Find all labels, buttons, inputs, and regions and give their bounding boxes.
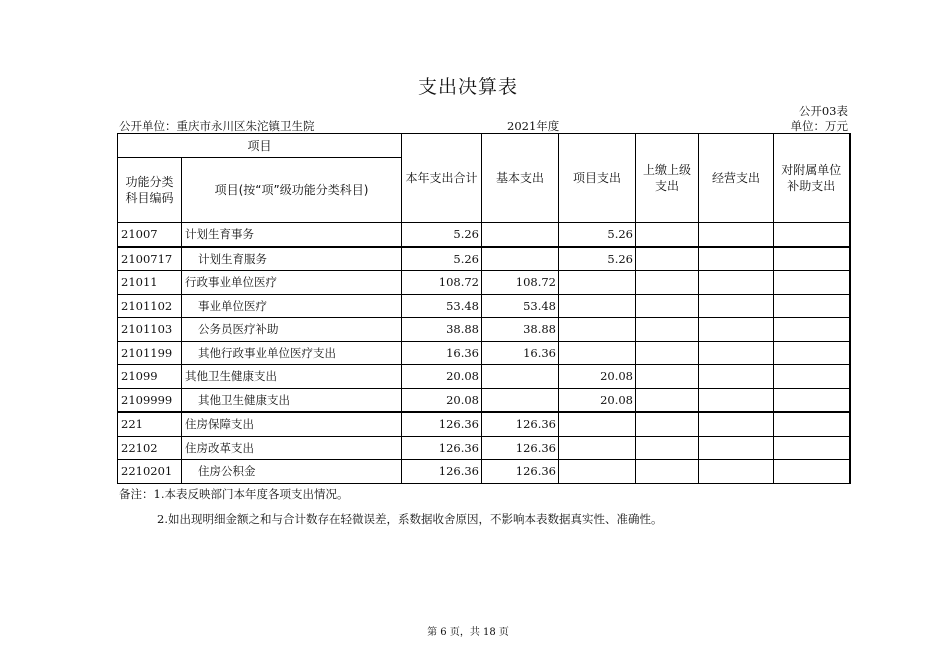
cell-total: 126.36 [402, 460, 482, 484]
cell-name: 计划生育事务 [182, 223, 402, 247]
header-name: 项目(按“项”级功能分类科目) [182, 158, 402, 223]
cell-code: 2101199 [118, 341, 182, 365]
cell-project [559, 271, 636, 295]
cell-name: 住房公积金 [182, 460, 402, 484]
cell-subsidy [774, 341, 850, 365]
cell-subsidy [774, 223, 850, 247]
cell-total: 126.36 [402, 436, 482, 460]
cell-project: 5.26 [559, 247, 636, 271]
cell-business [699, 341, 774, 365]
cell-project [559, 294, 636, 318]
table-row [118, 388, 850, 412]
table-row [118, 223, 850, 247]
table-row [118, 318, 850, 342]
table-row [118, 460, 850, 484]
cell-business [699, 388, 774, 412]
cell-project [559, 460, 636, 484]
cell-name: 公务员医疗补助 [182, 318, 402, 342]
cell-code: 2210201 [118, 460, 182, 484]
cell-name: 计划生育服务 [182, 247, 402, 271]
cell-subsidy [774, 436, 850, 460]
fiscal-year: 2021年度 [507, 119, 560, 133]
cell-business [699, 365, 774, 389]
cell-business [699, 247, 774, 271]
publishing-unit: 公开单位：重庆市永川区朱沱镇卫生院 [119, 119, 315, 133]
cell-basic [482, 223, 559, 247]
cell-basic [482, 365, 559, 389]
header-total: 本年支出合计 [402, 134, 482, 223]
cell-project [559, 341, 636, 365]
header-basic: 基本支出 [482, 134, 559, 223]
cell-business [699, 223, 774, 247]
table-row [118, 271, 850, 295]
cell-name: 事业单位医疗 [182, 294, 402, 318]
cell-subsidy [774, 271, 850, 295]
cell-project: 5.26 [559, 223, 636, 247]
cell-total: 16.36 [402, 341, 482, 365]
cell-upper [636, 460, 699, 484]
cell-project [559, 412, 636, 436]
cell-upper [636, 388, 699, 412]
cell-basic: 38.88 [482, 318, 559, 342]
cell-upper [636, 341, 699, 365]
cell-total: 53.48 [402, 294, 482, 318]
cell-business [699, 271, 774, 295]
cell-upper [636, 318, 699, 342]
cell-name: 住房改革支出 [182, 436, 402, 460]
cell-upper [636, 294, 699, 318]
cell-upper [636, 223, 699, 247]
header-subsidy: 对附属单位补助支出 [774, 134, 850, 223]
cell-total: 108.72 [402, 271, 482, 295]
cell-upper [636, 412, 699, 436]
note-1: 备注：1.本表反映部门本年度各项支出情况。 [119, 487, 349, 501]
cell-subsidy [774, 318, 850, 342]
cell-code: 21011 [118, 271, 182, 295]
cell-project: 20.08 [559, 365, 636, 389]
cell-subsidy [774, 388, 850, 412]
cell-business [699, 318, 774, 342]
cell-name: 其他行政事业单位医疗支出 [182, 341, 402, 365]
cell-basic: 126.36 [482, 412, 559, 436]
cell-project: 20.08 [559, 388, 636, 412]
cell-code: 2101102 [118, 294, 182, 318]
cell-code: 22102 [118, 436, 182, 460]
table-row [118, 294, 850, 318]
cell-name: 其他卫生健康支出 [182, 388, 402, 412]
cell-name: 其他卫生健康支出 [182, 365, 402, 389]
page-footer: 第 6 页，共 18 页 [427, 627, 509, 638]
cell-subsidy [774, 460, 850, 484]
cell-business [699, 460, 774, 484]
note-2: 2.如出现明细金额之和与合计数存在轻微误差，系数据收舍原因，不影响本表数据真实性、准确性。 [157, 512, 663, 526]
cell-name: 行政事业单位医疗 [182, 271, 402, 295]
cell-subsidy [774, 247, 850, 271]
cell-total: 126.36 [402, 412, 482, 436]
cell-business [699, 436, 774, 460]
cell-code: 221 [118, 412, 182, 436]
page-title: 支出决算表 [417, 76, 518, 98]
cell-subsidy [774, 365, 850, 389]
cell-upper [636, 247, 699, 271]
header-project: 项目支出 [559, 134, 636, 223]
cell-total: 5.26 [402, 223, 482, 247]
cell-code: 21007 [118, 223, 182, 247]
cell-basic [482, 247, 559, 271]
cell-business [699, 294, 774, 318]
form-number: 公开03表 [798, 104, 848, 118]
expenditure-table [117, 133, 851, 484]
header-code: 功能分类科目编码 [118, 158, 182, 223]
header-business: 经营支出 [699, 134, 774, 223]
cell-upper [636, 271, 699, 295]
cell-code: 21099 [118, 365, 182, 389]
cell-basic: 53.48 [482, 294, 559, 318]
table-row [118, 365, 850, 389]
cell-basic: 108.72 [482, 271, 559, 295]
cell-subsidy [774, 412, 850, 436]
table-row [118, 436, 850, 460]
table-row [118, 247, 850, 271]
cell-total: 38.88 [402, 318, 482, 342]
cell-name: 住房保障支出 [182, 412, 402, 436]
cell-basic: 126.36 [482, 436, 559, 460]
cell-upper [636, 436, 699, 460]
cell-subsidy [774, 294, 850, 318]
header-upper: 上缴上级支出 [636, 134, 699, 223]
cell-project [559, 436, 636, 460]
table-row [118, 341, 850, 365]
cell-code: 2100717 [118, 247, 182, 271]
cell-basic: 16.36 [482, 341, 559, 365]
cell-business [699, 412, 774, 436]
cell-project [559, 318, 636, 342]
header-item: 项目 [118, 134, 402, 158]
currency-unit: 单位：万元 [790, 119, 848, 133]
cell-code: 2101103 [118, 318, 182, 342]
cell-total: 20.08 [402, 365, 482, 389]
cell-code: 2109999 [118, 388, 182, 412]
cell-basic: 126.36 [482, 460, 559, 484]
cell-upper [636, 365, 699, 389]
table-row [118, 412, 850, 436]
cell-total: 5.26 [402, 247, 482, 271]
cell-total: 20.08 [402, 388, 482, 412]
cell-basic [482, 388, 559, 412]
